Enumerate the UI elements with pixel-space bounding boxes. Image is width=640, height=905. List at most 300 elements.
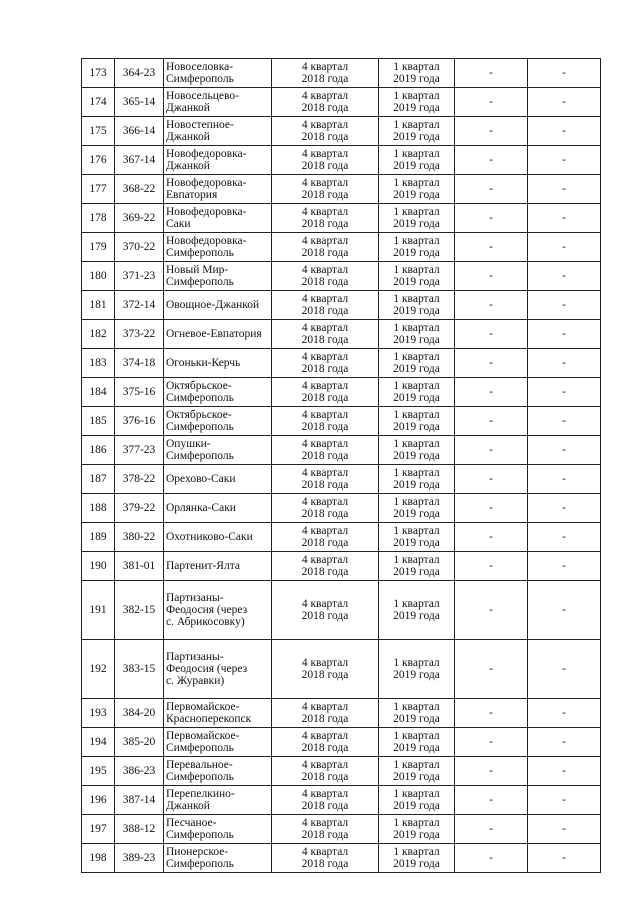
route-code: 366-14 — [115, 117, 164, 146]
column-7-value: - — [528, 786, 601, 815]
column-6-value: - — [455, 436, 528, 465]
route-code: 388-12 — [115, 815, 164, 844]
route-name-line: Симферополь — [166, 276, 234, 288]
start-period — [272, 175, 379, 204]
column-6-value: - — [455, 465, 528, 494]
start-period-line: 4 квартал — [301, 177, 349, 189]
route-name — [164, 117, 272, 146]
route-code: 387-14 — [115, 786, 164, 815]
route-name-line: Партенит-Ялта — [166, 560, 240, 572]
end-period — [379, 117, 455, 146]
end-period — [379, 552, 455, 581]
end-period-line: 2019 года — [393, 392, 440, 404]
route-name-line: Овощное-Джанкой — [166, 299, 260, 311]
column-6-value: - — [455, 581, 528, 640]
row-number: 177 — [82, 175, 115, 204]
start-period-line: 4 квартал — [301, 438, 349, 450]
end-period-line: 2019 года — [393, 363, 440, 375]
end-period-line: 1 квартал — [393, 554, 440, 566]
route-name-line: Евпатория — [166, 189, 218, 201]
column-7-value: - — [528, 407, 601, 436]
start-period-line: 2018 года — [301, 829, 349, 841]
end-period-line: 1 квартал — [393, 351, 440, 363]
route-name-line: Симферополь — [166, 771, 234, 783]
table-row — [82, 233, 601, 262]
route-code: 385-20 — [115, 728, 164, 757]
route-name-line: Песчаное- — [166, 817, 217, 829]
end-period-line: 2019 года — [393, 305, 440, 317]
route-name-line: Первомайское- — [166, 730, 240, 742]
row-number: 186 — [82, 436, 115, 465]
start-period-line: 2018 года — [301, 392, 349, 404]
end-period-line: 2019 года — [393, 566, 440, 578]
end-period-line: 2019 года — [393, 713, 440, 725]
route-code: 378-22 — [115, 465, 164, 494]
route-name — [164, 436, 272, 465]
start-period-line: 2018 года — [301, 713, 349, 725]
start-period-line: 2018 года — [301, 102, 349, 114]
start-period-line: 2018 года — [301, 858, 349, 870]
route-name-line: Симферополь — [166, 742, 234, 754]
column-6-value: - — [455, 204, 528, 233]
route-name-line: Пионерское- — [166, 846, 229, 858]
column-6-value: - — [455, 844, 528, 873]
start-period — [272, 844, 379, 873]
start-period-line: 2018 года — [301, 131, 349, 143]
start-period-line: 2018 года — [301, 189, 349, 201]
route-name-line: Новосельцево- — [166, 90, 239, 102]
route-name-line: Орлянка-Саки — [166, 502, 236, 514]
route-name-line: Перевальное- — [166, 759, 233, 771]
column-7-value: - — [528, 146, 601, 175]
row-number: 197 — [82, 815, 115, 844]
end-period-line: 2019 года — [393, 610, 440, 622]
route-name — [164, 349, 272, 378]
table-row — [82, 552, 601, 581]
end-period-line: 1 квартал — [393, 598, 440, 610]
end-period-line: 2019 года — [393, 131, 440, 143]
route-code: 368-22 — [115, 175, 164, 204]
route-name-line: Октябрьское- — [166, 380, 232, 392]
column-7-value: - — [528, 436, 601, 465]
row-number: 180 — [82, 262, 115, 291]
column-7-value: - — [528, 291, 601, 320]
table-row — [82, 204, 601, 233]
start-period-line: 2018 года — [301, 566, 349, 578]
end-period-line: 2019 года — [393, 742, 440, 754]
route-name-line: Саки — [166, 218, 191, 230]
column-7-value: - — [528, 175, 601, 204]
end-period-line: 2019 года — [393, 189, 440, 201]
route-name-line: Охотниково-Саки — [166, 531, 253, 543]
end-period-line: 1 квартал — [393, 409, 440, 421]
end-period-line: 2019 года — [393, 160, 440, 172]
start-period-line: 2018 года — [301, 537, 349, 549]
end-period-line: 1 квартал — [393, 846, 440, 858]
route-code: 386-23 — [115, 757, 164, 786]
column-6-value: - — [455, 494, 528, 523]
route-name-line: Орехово-Саки — [166, 473, 236, 485]
route-code: 381-01 — [115, 552, 164, 581]
end-period-line: 2019 года — [393, 771, 440, 783]
column-6-value: - — [455, 59, 528, 88]
route-code: 377-23 — [115, 436, 164, 465]
route-name-line: Симферополь — [166, 421, 234, 433]
row-number: 178 — [82, 204, 115, 233]
start-period-line: 4 квартал — [301, 598, 349, 610]
table-row — [82, 844, 601, 873]
end-period-line: 1 квартал — [393, 380, 440, 392]
route-name — [164, 378, 272, 407]
route-name — [164, 786, 272, 815]
table-row — [82, 523, 601, 552]
end-period-line: 1 квартал — [393, 788, 440, 800]
table-row — [82, 407, 601, 436]
column-6-value: - — [455, 757, 528, 786]
route-name — [164, 59, 272, 88]
column-7-value: - — [528, 378, 601, 407]
end-period-line: 2019 года — [393, 858, 440, 870]
route-name-line: Новофедоровка- — [166, 177, 247, 189]
row-number: 188 — [82, 494, 115, 523]
table-row — [82, 465, 601, 494]
end-period — [379, 378, 455, 407]
end-period — [379, 757, 455, 786]
start-period-line: 2018 года — [301, 610, 349, 622]
row-number: 179 — [82, 233, 115, 262]
end-period — [379, 436, 455, 465]
column-7-value: - — [528, 320, 601, 349]
start-period-line: 4 квартал — [301, 90, 349, 102]
start-period-line: 4 квартал — [301, 322, 349, 334]
end-period-line: 2019 года — [393, 450, 440, 462]
column-7-value: - — [528, 844, 601, 873]
column-7-value: - — [528, 757, 601, 786]
start-period-line: 4 квартал — [301, 817, 349, 829]
start-period-line: 2018 года — [301, 742, 349, 754]
route-name-line: Опушки- — [166, 438, 211, 450]
route-name-line: Симферополь — [166, 73, 234, 85]
table-row — [82, 699, 601, 728]
route-code: 373-22 — [115, 320, 164, 349]
route-name — [164, 757, 272, 786]
table-row — [82, 349, 601, 378]
route-code: 371-23 — [115, 262, 164, 291]
route-name — [164, 523, 272, 552]
route-name — [164, 88, 272, 117]
route-name-line: Красноперекопск — [166, 713, 252, 725]
end-period-line: 2019 года — [393, 276, 440, 288]
start-period — [272, 815, 379, 844]
start-period-line: 4 квартал — [301, 351, 349, 363]
route-name — [164, 320, 272, 349]
end-period-line: 2019 года — [393, 73, 440, 85]
column-7-value: - — [528, 815, 601, 844]
route-code: 367-14 — [115, 146, 164, 175]
column-6-value: - — [455, 175, 528, 204]
routes-table — [81, 58, 601, 873]
end-period-line: 1 квартал — [393, 293, 440, 305]
row-number: 184 — [82, 378, 115, 407]
end-period — [379, 728, 455, 757]
end-period — [379, 815, 455, 844]
column-6-value: - — [455, 262, 528, 291]
table-row — [82, 59, 601, 88]
route-name-line: Октябрьское- — [166, 409, 232, 421]
route-name — [164, 844, 272, 873]
start-period-line: 4 квартал — [301, 119, 349, 131]
end-period-line: 1 квартал — [393, 730, 440, 742]
route-name — [164, 640, 272, 699]
column-7-value: - — [528, 494, 601, 523]
start-period-line: 4 квартал — [301, 554, 349, 566]
end-period-line: 2019 года — [393, 508, 440, 520]
row-number: 181 — [82, 291, 115, 320]
start-period — [272, 204, 379, 233]
column-6-value: - — [455, 291, 528, 320]
end-period — [379, 291, 455, 320]
route-name-line: Симферополь — [166, 392, 234, 404]
column-6-value: - — [455, 349, 528, 378]
route-name-line: Перепелкино- — [166, 788, 235, 800]
end-period-line: 1 квартал — [393, 467, 440, 479]
start-period-line: 2018 года — [301, 450, 349, 462]
start-period-line: 2018 года — [301, 479, 349, 491]
start-period — [272, 786, 379, 815]
route-name — [164, 262, 272, 291]
end-period-line: 1 квартал — [393, 264, 440, 276]
start-period-line: 2018 года — [301, 421, 349, 433]
start-period-line: 4 квартал — [301, 148, 349, 160]
start-period-line: 4 квартал — [301, 467, 349, 479]
route-name-line: Джанкой — [166, 131, 210, 143]
end-period — [379, 320, 455, 349]
end-period-line: 2019 года — [393, 421, 440, 433]
end-period-line: 1 квартал — [393, 148, 440, 160]
end-period-line: 2019 года — [393, 800, 440, 812]
end-period — [379, 233, 455, 262]
table-row — [82, 378, 601, 407]
start-period-line: 4 квартал — [301, 701, 349, 713]
column-7-value: - — [528, 699, 601, 728]
start-period-line: 4 квартал — [301, 657, 349, 669]
start-period — [272, 465, 379, 494]
route-name-line: Новофедоровка- — [166, 206, 247, 218]
route-name-line: Первомайское- — [166, 701, 240, 713]
start-period-line: 2018 года — [301, 771, 349, 783]
start-period-line: 2018 года — [301, 276, 349, 288]
end-period — [379, 88, 455, 117]
route-name — [164, 204, 272, 233]
route-name — [164, 146, 272, 175]
start-period — [272, 757, 379, 786]
route-code: 365-14 — [115, 88, 164, 117]
route-name — [164, 699, 272, 728]
start-period — [272, 436, 379, 465]
row-number: 191 — [82, 581, 115, 640]
column-6-value: - — [455, 699, 528, 728]
route-name-line: с. Журавки) — [166, 675, 225, 687]
end-period-line: 1 квартал — [393, 61, 440, 73]
route-name — [164, 175, 272, 204]
end-period — [379, 844, 455, 873]
row-number: 176 — [82, 146, 115, 175]
route-name-line: Джанкой — [166, 102, 210, 114]
row-number: 190 — [82, 552, 115, 581]
column-6-value: - — [455, 117, 528, 146]
start-period — [272, 320, 379, 349]
end-period-line: 2019 года — [393, 102, 440, 114]
route-name-line: Джанкой — [166, 800, 210, 812]
end-period — [379, 146, 455, 175]
column-7-value: - — [528, 117, 601, 146]
route-name-line: с. Абрикосовку) — [166, 616, 245, 628]
row-number: 193 — [82, 699, 115, 728]
table-row — [82, 262, 601, 291]
row-number: 187 — [82, 465, 115, 494]
end-period-line: 1 квартал — [393, 322, 440, 334]
route-code: 364-23 — [115, 59, 164, 88]
start-period-line: 4 квартал — [301, 293, 349, 305]
end-period — [379, 581, 455, 640]
start-period — [272, 349, 379, 378]
end-period-line: 2019 года — [393, 218, 440, 230]
start-period-line: 2018 года — [301, 363, 349, 375]
start-period — [272, 88, 379, 117]
route-name-line: Симферополь — [166, 450, 234, 462]
column-7-value: - — [528, 204, 601, 233]
start-period-line: 2018 года — [301, 247, 349, 259]
end-period-line: 1 квартал — [393, 177, 440, 189]
end-period — [379, 204, 455, 233]
start-period-line: 4 квартал — [301, 525, 349, 537]
start-period — [272, 728, 379, 757]
table-row — [82, 320, 601, 349]
table-row — [82, 815, 601, 844]
column-7-value: - — [528, 581, 601, 640]
end-period — [379, 465, 455, 494]
column-6-value: - — [455, 407, 528, 436]
start-period-line: 2018 года — [301, 800, 349, 812]
start-period-line: 4 квартал — [301, 496, 349, 508]
route-name — [164, 815, 272, 844]
column-6-value: - — [455, 786, 528, 815]
route-name-line: Партизаны- — [166, 651, 224, 663]
end-period-line: 1 квартал — [393, 817, 440, 829]
row-number: 198 — [82, 844, 115, 873]
end-period-line: 1 квартал — [393, 701, 440, 713]
routes-table-body — [82, 59, 601, 873]
table-row — [82, 581, 601, 640]
route-code: 379-22 — [115, 494, 164, 523]
end-period-line: 2019 года — [393, 669, 440, 681]
column-7-value: - — [528, 349, 601, 378]
start-period-line: 4 квартал — [301, 61, 349, 73]
route-code: 384-20 — [115, 699, 164, 728]
table-row — [82, 175, 601, 204]
route-name — [164, 465, 272, 494]
route-name-line: Феодосия (через — [166, 604, 248, 616]
column-7-value: - — [528, 523, 601, 552]
start-period — [272, 59, 379, 88]
row-number: 196 — [82, 786, 115, 815]
route-name-line: Симферополь — [166, 858, 234, 870]
route-code: 372-14 — [115, 291, 164, 320]
start-period-line: 2018 года — [301, 73, 349, 85]
column-6-value: - — [455, 815, 528, 844]
row-number: 194 — [82, 728, 115, 757]
route-name — [164, 291, 272, 320]
start-period-line: 4 квартал — [301, 235, 349, 247]
route-code: 382-15 — [115, 581, 164, 640]
route-code: 375-16 — [115, 378, 164, 407]
column-7-value: - — [528, 640, 601, 699]
route-name-line: Симферополь — [166, 247, 234, 259]
column-6-value: - — [455, 640, 528, 699]
route-code: 369-22 — [115, 204, 164, 233]
table-row — [82, 494, 601, 523]
row-number: 175 — [82, 117, 115, 146]
start-period — [272, 552, 379, 581]
end-period — [379, 523, 455, 552]
route-name-line: Новостепное- — [166, 119, 234, 131]
end-period — [379, 494, 455, 523]
start-period-line: 4 квартал — [301, 788, 349, 800]
start-period — [272, 233, 379, 262]
column-6-value: - — [455, 523, 528, 552]
start-period-line: 4 квартал — [301, 759, 349, 771]
start-period — [272, 262, 379, 291]
start-period — [272, 699, 379, 728]
table-row — [82, 146, 601, 175]
end-period — [379, 786, 455, 815]
column-6-value: - — [455, 552, 528, 581]
start-period-line: 4 квартал — [301, 380, 349, 392]
end-period-line: 1 квартал — [393, 438, 440, 450]
end-period-line: 2019 года — [393, 537, 440, 549]
start-period-line: 4 квартал — [301, 206, 349, 218]
table-row — [82, 117, 601, 146]
start-period — [272, 146, 379, 175]
column-7-value: - — [528, 728, 601, 757]
start-period — [272, 581, 379, 640]
start-period-line: 2018 года — [301, 160, 349, 172]
route-name — [164, 233, 272, 262]
row-number: 173 — [82, 59, 115, 88]
end-period-line: 1 квартал — [393, 657, 440, 669]
route-name-line: Новоселовка- — [166, 61, 234, 73]
route-name — [164, 581, 272, 640]
start-period-line: 2018 года — [301, 508, 349, 520]
end-period-line: 1 квартал — [393, 90, 440, 102]
start-period — [272, 494, 379, 523]
start-period — [272, 117, 379, 146]
start-period — [272, 640, 379, 699]
start-period-line: 2018 года — [301, 218, 349, 230]
table-row — [82, 436, 601, 465]
start-period-line: 2018 года — [301, 669, 349, 681]
route-name-line: Огневое-Евпатория — [166, 328, 262, 340]
end-period — [379, 59, 455, 88]
route-name-line: Феодосия (через — [166, 663, 248, 675]
route-name — [164, 552, 272, 581]
column-6-value: - — [455, 146, 528, 175]
end-period — [379, 175, 455, 204]
start-period-line: 2018 года — [301, 305, 349, 317]
column-7-value: - — [528, 552, 601, 581]
row-number: 174 — [82, 88, 115, 117]
row-number: 189 — [82, 523, 115, 552]
